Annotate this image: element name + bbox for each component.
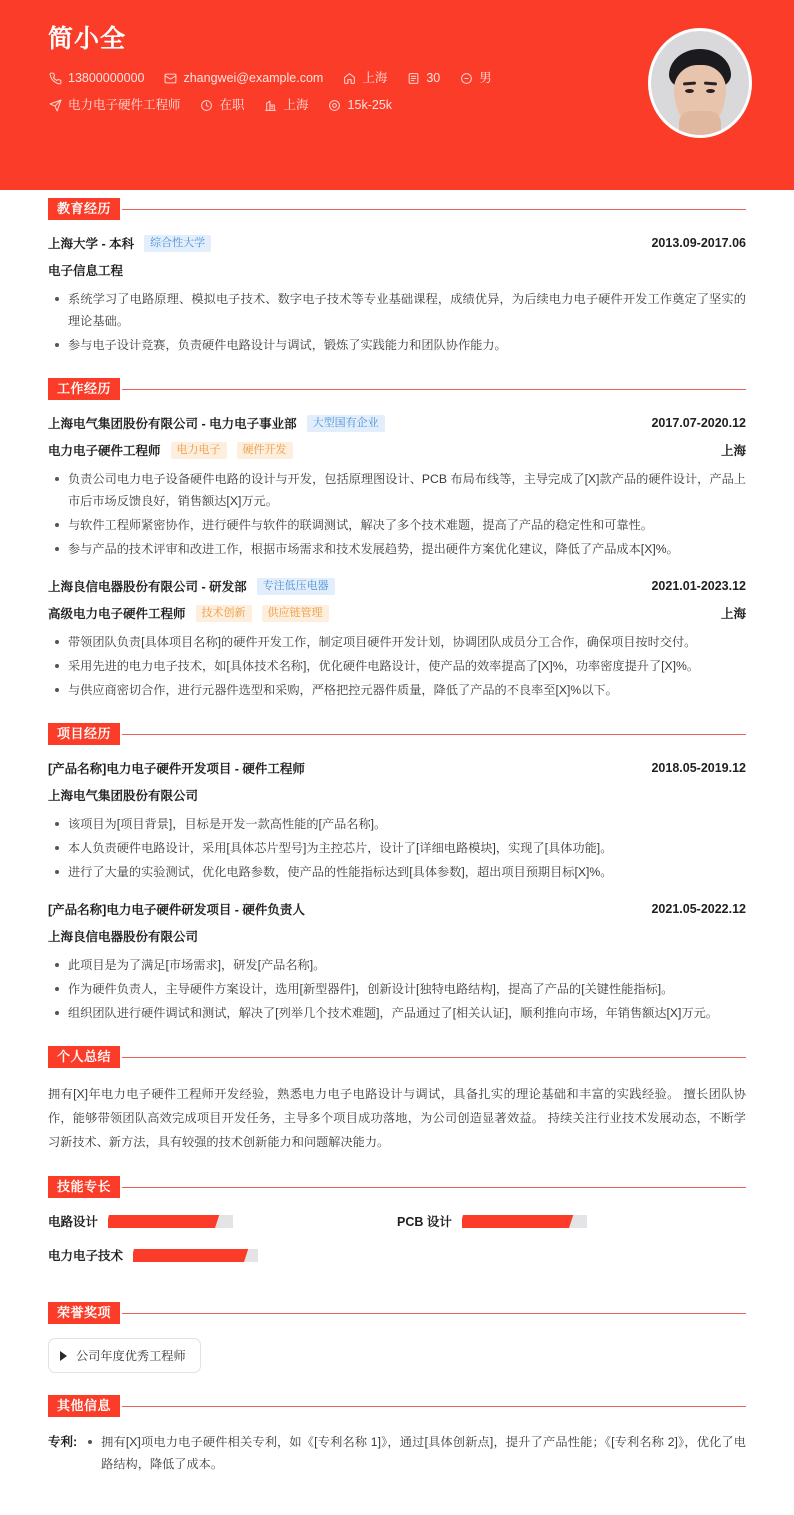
project-bullet: 该项目为[项目背景]，目标是开发一款高性能的[产品名称]。 [48,813,746,835]
project-bullet: 此项目是为了满足[市场需求]，研发[产品名称]。 [48,954,746,976]
skill-progress-track [108,1215,233,1228]
section-header-other-info [48,1395,746,1417]
contact-item [328,96,392,114]
project-bullet: 进行了大量的实验测试，优化电路参数，使产品的性能指标达到[具体参数]，超出项目预期目标[X]%。 [48,861,746,883]
contact-text: 30 [426,71,441,85]
skill-item [397,1212,746,1230]
work-entry-list [48,414,746,701]
section-badge-projects: 项目经历 [48,723,120,745]
education-school: 上海大学 - 本科 [48,237,135,251]
other-info-row [48,1431,746,1477]
other-info-bullet: 拥有[X]项电力电子硬件相关专利，如《[专利名称 1]》，通过[具体创新点]，提升了产品性能；《[专利名称 2]》，优化了电路结构，降低了成本。 [81,1431,746,1475]
work-company-tag: 专注低压电器 [257,578,335,595]
section-divider [122,1187,746,1188]
section-skills [48,1176,746,1280]
contact-item [48,96,181,114]
skill-progress-fill [133,1249,248,1262]
summary-text: 拥有[X]年电力电子硬件工程师开发经验，熟悉电力电子电路设计与调试，具备扎实的理论基础和丰富的实践经验。 擅长团队协作，能够带领团队高效完成项目开发任务，主导多个项目成功落地，为公司创造显著效益。 持续关注行业技术发展动态，不断学习新技术、新方法，具有较强的技术创新能力和问题解决能力。 [48,1087,746,1149]
skill-progress-track [462,1215,587,1228]
skill-item [48,1212,397,1230]
project-entry [48,900,746,1024]
contact-text: 上海 [283,98,309,112]
project-bullet: 本人负责硬件电路设计，采用[具体芯片型号]为主控芯片，设计了[详细电路模块]，实现了[具体功能]。 [48,837,746,859]
work-position-tag: 电力电子 [171,442,227,459]
id-card-icon [406,71,420,85]
project-name-row [48,759,746,777]
section-divider [122,734,746,735]
education-bullets [48,288,746,356]
mail-icon [163,71,177,85]
project-company: 上海电气集团股份有限公司 [48,789,199,803]
education-date: 2013.09-2017.06 [651,236,746,250]
skill-progress-track [133,1249,258,1262]
play-triangle-icon [60,1351,67,1361]
work-position: 高级电力电子硬件工程师 [48,607,186,621]
paper-plane-icon [48,98,62,112]
section-badge-skills: 技能专长 [48,1176,120,1198]
skill-list [48,1212,746,1280]
contact-item [200,96,245,114]
section-projects [48,723,746,1024]
section-header-projects [48,723,746,745]
section-divider [122,1057,746,1058]
resume-header [0,0,794,190]
education-bullet: 系统学习了电路原理、模拟电子技术、数字电子技术等专业基础课程，成绩优异，为后续电力电子硬件开发工作奠定了坚实的理论基础。 [48,288,746,332]
work-position-tag: 供应链管理 [262,605,329,622]
gender-icon [459,71,473,85]
avatar-eye-left [685,89,694,93]
project-entry [48,759,746,883]
contact-item [48,69,144,87]
work-company-tag: 大型国有企业 [307,415,385,432]
page-title: 简小全 [48,25,127,53]
project-bullets [48,813,746,883]
education-entry-header [48,234,746,252]
contact-text: 在职 [219,98,245,112]
contact-text: 15k-25k [347,98,393,112]
work-date: 2021.01-2023.12 [651,579,746,593]
avatar-image [648,28,752,138]
other-info-bullets [81,1431,746,1475]
section-divider [122,1313,746,1314]
project-date: 2018.05-2019.12 [651,761,746,775]
skill-progress-fill [462,1215,573,1228]
honor-label: 公司年度优秀工程师 [76,1349,186,1363]
work-bullet: 参与产品的技术评审和改进工作，根据市场需求和技术发展趋势，提出硬件方案优化建议，降低了产品成本[X]%。 [48,538,746,560]
skill-label: 电力电子技术 [48,1249,124,1263]
section-badge-honors: 荣誉奖项 [48,1302,120,1324]
project-company: 上海良信电器股份有限公司 [48,930,199,944]
section-header-summary [48,1046,746,1068]
contact-item [406,69,440,87]
salary-icon [328,98,342,112]
project-company-row [48,786,746,804]
home-icon [342,71,356,85]
work-location: 上海 [720,444,746,458]
work-bullet: 采用先进的电力电子技术，如[具体技术名称]，优化硬件电路设计，使产品的效率提高了[X]%，功率密度提升了[X]%。 [48,655,746,677]
section-badge-education: 教育经历 [48,198,120,220]
work-position-tag: 技术创新 [196,605,252,622]
project-bullets [48,954,746,1024]
work-bullet: 与供应商密切合作，进行元器件选型和采购，严格把控元器件质量，降低了产品的不良率至[X]%以下。 [48,679,746,701]
section-header-skills [48,1176,746,1198]
project-bullet: 组织团队进行硬件调试和测试，解决了[列举几个技术难题]，产品通过了[相关认证]，顺利推向市场，年销售额达[X]万元。 [48,1002,746,1024]
other-info-body [81,1431,746,1477]
skill-progress-fill [108,1215,219,1228]
work-entry [48,414,746,560]
work-bullet: 与软件工程师紧密协作，进行硬件与软件的联调测试，解决了多个技术难题，提高了产品的稳定性和可靠性。 [48,514,746,536]
section-badge-work: 工作经历 [48,378,120,400]
contact-text: zhangwei@example.com [183,71,324,85]
contact-text: 男 [479,71,492,85]
section-education [48,198,746,356]
resume-body [0,198,794,1501]
work-position-row [48,604,746,622]
phone-icon [48,71,62,85]
work-position-tag: 硬件开发 [237,442,293,459]
contact-text: 13800000000 [68,71,145,85]
project-company-row [48,927,746,945]
contact-text: 上海 [362,71,388,85]
contact-item [163,69,323,87]
honor-chip[interactable] [48,1338,201,1373]
section-header-education [48,198,746,220]
project-name: [产品名称]电力电子硬件研发项目 - 硬件负责人 [48,903,305,917]
section-header-work [48,378,746,400]
work-company: 上海电气集团股份有限公司 - 电力电子事业部 [48,417,297,431]
skill-label: PCB 设计 [397,1215,452,1229]
contact-item [459,69,492,87]
work-bullet: 负责公司电力电子设备硬件电路的设计与开发，包括原理图设计、PCB 布局布线等，主导完成了[X]款产品的硬件设计，产品上市后市场反馈良好，销售额达[X]万元。 [48,468,746,512]
education-major-row [48,261,746,279]
contact-item [342,69,387,87]
work-company-row [48,414,746,432]
honor-chip-list [48,1338,746,1373]
contact-text: 电力电子硬件工程师 [68,98,181,112]
section-header-honors [48,1302,746,1324]
education-bullet: 参与电子设计竞赛，负责硬件电路设计与调试，锻炼了实践能力和团队协作能力。 [48,334,746,356]
section-honors [48,1302,746,1373]
work-entry [48,577,746,701]
education-entry [48,234,746,356]
contact-item [264,96,309,114]
work-company-row [48,577,746,595]
status-icon [200,98,214,112]
skill-item [48,1246,397,1264]
project-name: [产品名称]电力电子硬件开发项目 - 硬件工程师 [48,762,305,776]
work-bullets [48,631,746,701]
other-info-rows [48,1431,746,1477]
project-date: 2021.05-2022.12 [651,902,746,916]
other-info-label: 专利: [48,1435,78,1449]
work-company: 上海良信电器股份有限公司 - 研发部 [48,580,247,594]
work-bullet: 带领团队负责[具体项目名称]的硬件开发工作，制定项目硬件开发计划，协调团队成员分工合作，确保项目按时交付。 [48,631,746,653]
section-badge-summary: 个人总结 [48,1046,120,1068]
education-major: 电子信息工程 [48,264,124,278]
work-position: 电力电子硬件工程师 [48,444,161,458]
section-other-info [48,1395,746,1477]
work-location: 上海 [720,607,746,621]
project-bullet: 作为硬件负责人，主导硬件方案设计，选用[新型器件]，创新设计[独特电路结构]，提高了产品的[关键性能指标]。 [48,978,746,1000]
project-entry-list [48,759,746,1024]
project-name-row [48,900,746,918]
section-summary [48,1046,746,1154]
avatar-neck [679,111,721,135]
city-icon [264,98,278,112]
work-position-row [48,441,746,459]
avatar-eye-right [706,89,715,93]
section-divider [122,389,746,390]
section-divider [122,209,746,210]
work-bullets [48,468,746,560]
work-date: 2017.07-2020.12 [651,416,746,430]
skill-label: 电路设计 [48,1215,99,1229]
section-badge-other-info: 其他信息 [48,1395,120,1417]
section-divider [122,1406,746,1407]
education-tag: 综合性大学 [144,235,211,252]
section-work [48,378,746,701]
avatar [648,28,752,138]
